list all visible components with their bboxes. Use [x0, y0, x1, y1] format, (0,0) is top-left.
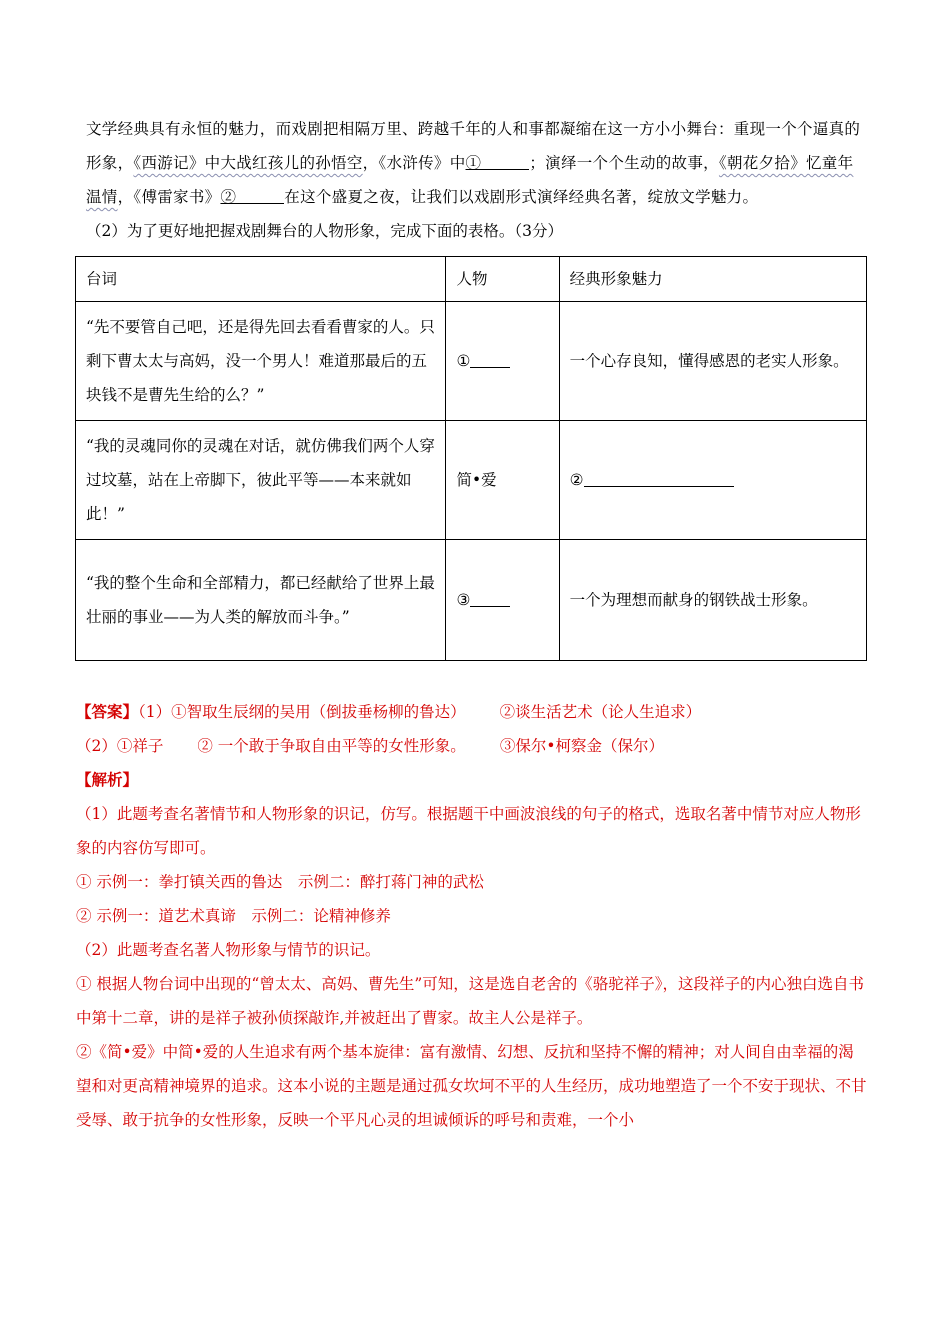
- answer-text: （1）①智取生辰纲的吴用（倒拔垂杨柳的鲁达）: [138, 703, 466, 721]
- document-page: [76, 112, 868, 1137]
- answer-text: ② 一个敢于争取自由平等的女性形象。: [197, 737, 466, 755]
- analysis-line: （1）此题考查名著情节和人物形象的识记，仿写。根据题干中画波浪线的句子的格式，选取名著中情节对应人物形象的内容仿写即可。: [76, 805, 861, 857]
- answer-text: （2）①祥子: [76, 737, 164, 755]
- intro-text: ；演绎一个个生动的故事，: [529, 154, 719, 172]
- intro-text: ，《水浒传》中: [362, 154, 466, 172]
- table-row: [76, 302, 867, 421]
- blank-marker: ①: [465, 154, 482, 172]
- cell-line: “先不要管自己吧，还是得先回去看看曹家的人。只剩下曹太太与高妈，没一个男人！难道那最后的五块钱不是曹先生给的么？”: [76, 302, 446, 421]
- cell-charm: 一个心存良知，懂得感恩的老实人形象。: [559, 302, 866, 421]
- cell-line: “我的灵魂同你的灵魂在对话，就仿佛我们两个人穿过坟墓，站在上帝脚下，彼此平等——本来就如此！”: [76, 421, 446, 540]
- cell-person: ①: [446, 302, 559, 421]
- wavy-underlined-phrase: 《西游记》中大战红孩儿的孙悟空: [133, 154, 363, 172]
- intro-text: 在这个盛夏之夜，让我们以戏剧形式演绎经典名著，绽放文学魅力。: [284, 188, 759, 206]
- header-charm: 经典形象魅力: [559, 257, 866, 302]
- header-person: 人物: [446, 257, 559, 302]
- analysis-line: ②《简•爱》中简•爱的人生追求有两个基本旋律：富有激情、幻想、反抗和坚持不懈的精神；对人间自由幸福的渴望和对更高精神境界的追求。这本小说的主题是通过孤女坎坷不平的人生经历，成功地塑造了一个不安于现状、不甘受辱、敢于抗争的女性形象，反映一个平凡心灵的坦诚倾诉的呼号和责难，一个小: [76, 1043, 867, 1129]
- intro-text: ，《傅雷家书》: [117, 188, 221, 206]
- analysis-line: （2）此题考查名著人物形象与情节的识记。: [76, 941, 381, 959]
- fill-blank[interactable]: [470, 592, 510, 607]
- table-row: [76, 540, 867, 661]
- answer-text: ③保尔•柯察金（保尔）: [499, 737, 664, 755]
- table-row: [76, 421, 867, 540]
- cell-person: ③: [446, 540, 559, 661]
- cell-charm: 一个为理想而献身的钢铁战士形象。: [559, 540, 866, 661]
- fill-blank[interactable]: [584, 472, 734, 487]
- fill-blank[interactable]: [470, 353, 510, 368]
- intro-text: 文学经典具有永恒的魅力，而戏剧把相隔万里、跨越千年的人和事都凝缩在这一方小小舞台：重现一个个逼真的形象，: [86, 120, 861, 172]
- answer-section: [76, 695, 868, 1137]
- analysis-line: ② 示例一：道艺术真谛 示例二：论精神修养: [76, 907, 391, 925]
- table-header-row: [76, 257, 867, 302]
- header-line: 台词: [76, 257, 446, 302]
- blank-marker: ②: [220, 188, 237, 206]
- cell-charm: ②: [559, 421, 866, 540]
- intro-paragraph: [86, 112, 868, 214]
- cell-line: “我的整个生命和全部精力，都已经献给了世界上最壮丽的事业——为人类的解放而斗争。”: [76, 540, 446, 661]
- character-table: [75, 256, 867, 661]
- cell-person: 简•爱: [446, 421, 559, 540]
- answer-text: ②谈生活艺术（论人生追求）: [499, 703, 702, 721]
- question-2: （2）为了更好地把握戏剧舞台的人物形象，完成下面的表格。（3分）: [86, 222, 563, 240]
- fill-blank[interactable]: [481, 153, 529, 170]
- analysis-line: ① 根据人物台词中出现的“曾太太、高妈、曹先生”可知，这是选自老舍的《骆驼祥子》，这段祥子的内心独白选自书中第十二章，讲的是祥子被孙侦探敲诈,并被赶出了曹家。故主人公是祥子。: [76, 975, 865, 1027]
- fill-blank[interactable]: [236, 187, 284, 204]
- wavy-underlined-phrase: 《朝花夕拾》忆童年温情: [86, 154, 854, 206]
- analysis-label: 【解析】: [76, 770, 139, 789]
- answer-label: 【答案】: [76, 702, 139, 721]
- analysis-line: ① 示例一：拳打镇关西的鲁达 示例二：醉打蒋门神的武松: [76, 873, 484, 891]
